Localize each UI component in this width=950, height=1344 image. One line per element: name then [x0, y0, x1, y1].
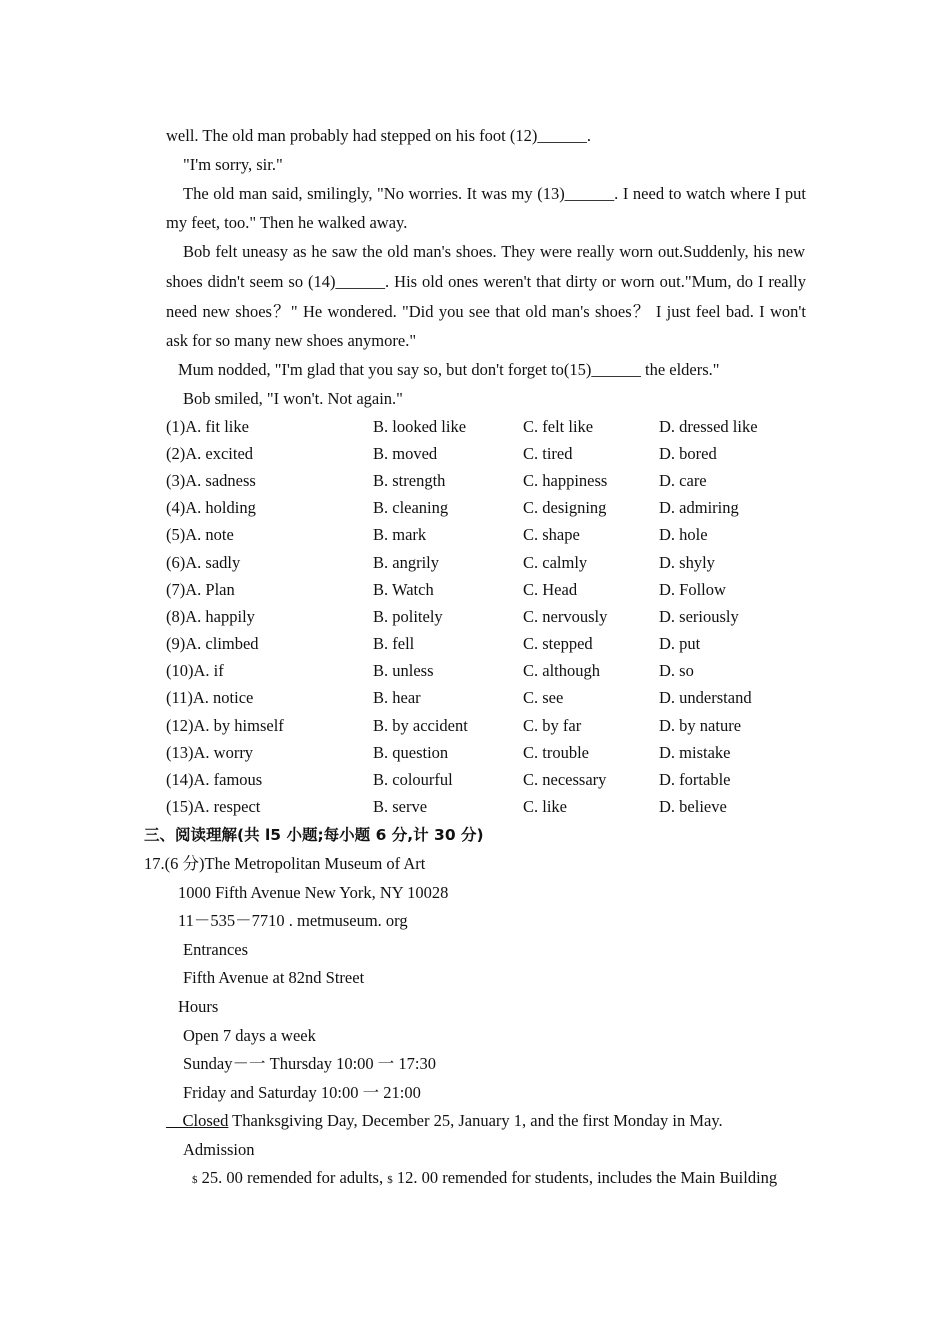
- option-d: D. bored: [659, 444, 717, 463]
- option-row: [166, 716, 786, 736]
- passage-line: Bob smiled, "I won't. Not again.": [183, 389, 403, 408]
- option-c: C. felt like: [523, 417, 594, 436]
- option-row: [166, 607, 786, 627]
- option-d: D. understand: [659, 688, 752, 707]
- option-c: C. tired: [523, 444, 573, 463]
- option-row: [166, 471, 786, 491]
- option-c: C. nervously: [523, 607, 608, 626]
- option-c: C. shape: [523, 525, 580, 544]
- passage-line: ask for so many new shoes anymore.": [166, 331, 417, 350]
- option-d: D. dressed like: [659, 417, 758, 436]
- option-row: [166, 498, 786, 518]
- option-row: [166, 553, 786, 573]
- option-b: B. looked like: [373, 417, 467, 436]
- option-d: D. fortable: [659, 770, 731, 789]
- option-b: B. colourful: [373, 770, 453, 789]
- option-b: B. politely: [373, 607, 443, 626]
- museum-phone: 11－535－7710 . metmuseum. org: [178, 911, 408, 930]
- museum-address: 1000 Fifth Avenue New York, NY 10028: [178, 883, 449, 902]
- option-a: (15)A. respect: [166, 797, 261, 816]
- option-c: C. see: [523, 688, 564, 707]
- option-b: B. question: [373, 743, 449, 762]
- option-c: C. like: [523, 797, 567, 816]
- option-a: (11)A. notice: [166, 688, 254, 707]
- option-b: B. fell: [373, 634, 415, 653]
- hours-fri-sat: Friday and Saturday 10:00 一 21:00: [183, 1083, 421, 1102]
- option-c: C. by far: [523, 716, 582, 735]
- option-d: D. shyly: [659, 553, 715, 572]
- option-row: [166, 770, 786, 790]
- option-row: [166, 580, 786, 600]
- question-label: 17.(6 分)The Metropolitan Museum of Art: [144, 854, 426, 873]
- passage-line: well. The old man probably had stepped on his foot (12)______.: [166, 126, 591, 145]
- passage-line: "I'm sorry, sir.": [183, 155, 283, 174]
- option-d: D. believe: [659, 797, 727, 816]
- hours-heading: Hours: [178, 997, 219, 1016]
- option-c: C. stepped: [523, 634, 593, 653]
- closed-line: [166, 1111, 723, 1131]
- option-c: C. necessary: [523, 770, 607, 789]
- passage-line: Mum nodded, "I'm glad that you say so, but don't forget to(15)______ the elders.": [178, 360, 720, 379]
- option-row: [166, 634, 786, 654]
- option-d: D. hole: [659, 525, 708, 544]
- option-c: C. trouble: [523, 743, 589, 762]
- option-a: (8)A. happily: [166, 607, 255, 626]
- option-row: [166, 661, 786, 681]
- option-c: C. designing: [523, 498, 607, 517]
- option-b: B. moved: [373, 444, 438, 463]
- option-d: D. mistake: [659, 743, 731, 762]
- option-d: D. by nature: [659, 716, 742, 735]
- option-a: (4)A. holding: [166, 498, 256, 517]
- passage-line: The old man said, smilingly, "No worries. It was my (13)______. I need to watch where I put: [183, 184, 806, 203]
- admission-heading: Admission: [183, 1140, 255, 1159]
- option-d: D. Follow: [659, 580, 726, 599]
- option-b: B. mark: [373, 525, 427, 544]
- option-b: B. cleaning: [373, 498, 449, 517]
- option-b: B. Watch: [373, 580, 434, 599]
- option-row: [166, 444, 786, 464]
- option-a: (3)A. sadness: [166, 471, 256, 490]
- hours-sun-thu: Sunday－一 Thursday 10:00 一 17:30: [183, 1054, 436, 1073]
- entrances-heading: Entrances: [183, 940, 249, 959]
- option-a: (10)A. if: [166, 661, 224, 680]
- option-row: [166, 688, 786, 708]
- passage-line: Bob felt uneasy as he saw the old man's shoes. They were really worn out.Suddenly, his new: [183, 242, 805, 261]
- option-c: C. although: [523, 661, 600, 680]
- closed-label: Closed: [182, 1111, 229, 1130]
- option-b: B. serve: [373, 797, 428, 816]
- option-a: (1)A. fit like: [166, 417, 249, 436]
- admission-text: [192, 1168, 806, 1190]
- option-d: D. seriously: [659, 607, 739, 626]
- option-a: (7)A. Plan: [166, 580, 235, 599]
- passage-line: shoes didn't seem so (14)______. His old ones weren't that dirty or worn out."Mum, do I really: [166, 272, 806, 291]
- option-c: C. calmly: [523, 553, 588, 572]
- section-title: 三、阅读理解(共 l5 小题;每小题 6 分,计 30 分): [144, 826, 484, 844]
- dollar-sign: $: [192, 1174, 198, 1186]
- option-b: B. by accident: [373, 716, 468, 735]
- option-row: [166, 743, 786, 763]
- option-b: B. hear: [373, 688, 421, 707]
- option-a: (6)A. sadly: [166, 553, 241, 572]
- option-c: C. Head: [523, 580, 578, 599]
- option-row: [166, 525, 786, 545]
- option-b: B. angrily: [373, 553, 439, 572]
- option-d: D. so: [659, 661, 694, 680]
- option-d: D. admiring: [659, 498, 739, 517]
- option-a: (13)A. worry: [166, 743, 254, 762]
- option-d: D. care: [659, 471, 707, 490]
- option-a: (14)A. famous: [166, 770, 263, 789]
- option-a: (2)A. excited: [166, 444, 254, 463]
- option-a: (5)A. note: [166, 525, 234, 544]
- option-c: C. happiness: [523, 471, 608, 490]
- option-b: B. strength: [373, 471, 446, 490]
- option-d: D. put: [659, 634, 701, 653]
- admission-adults: 25. 00 remended for adults,: [197, 1168, 388, 1187]
- option-row: [166, 797, 786, 817]
- passage-line: my feet, too." Then he walked away.: [166, 213, 408, 232]
- option-a: (9)A. climbed: [166, 634, 259, 653]
- closed-text: Thanksgiving Day, December 25, January 1, and the first Monday in May.: [228, 1111, 723, 1130]
- entrances-text: Fifth Avenue at 82nd Street: [183, 968, 365, 987]
- option-b: B. unless: [373, 661, 434, 680]
- passage-line: need new shoes？" He wondered. "Did you see that old man's shoes？ I just feel bad. I won't: [166, 302, 806, 321]
- hours-open: Open 7 days a week: [183, 1026, 316, 1045]
- admission-students: 12. 00 remended for students, includes the Main Building: [392, 1168, 778, 1187]
- dollar-sign: $: [387, 1174, 393, 1186]
- option-a: (12)A. by himself: [166, 716, 284, 735]
- option-row: [166, 417, 786, 437]
